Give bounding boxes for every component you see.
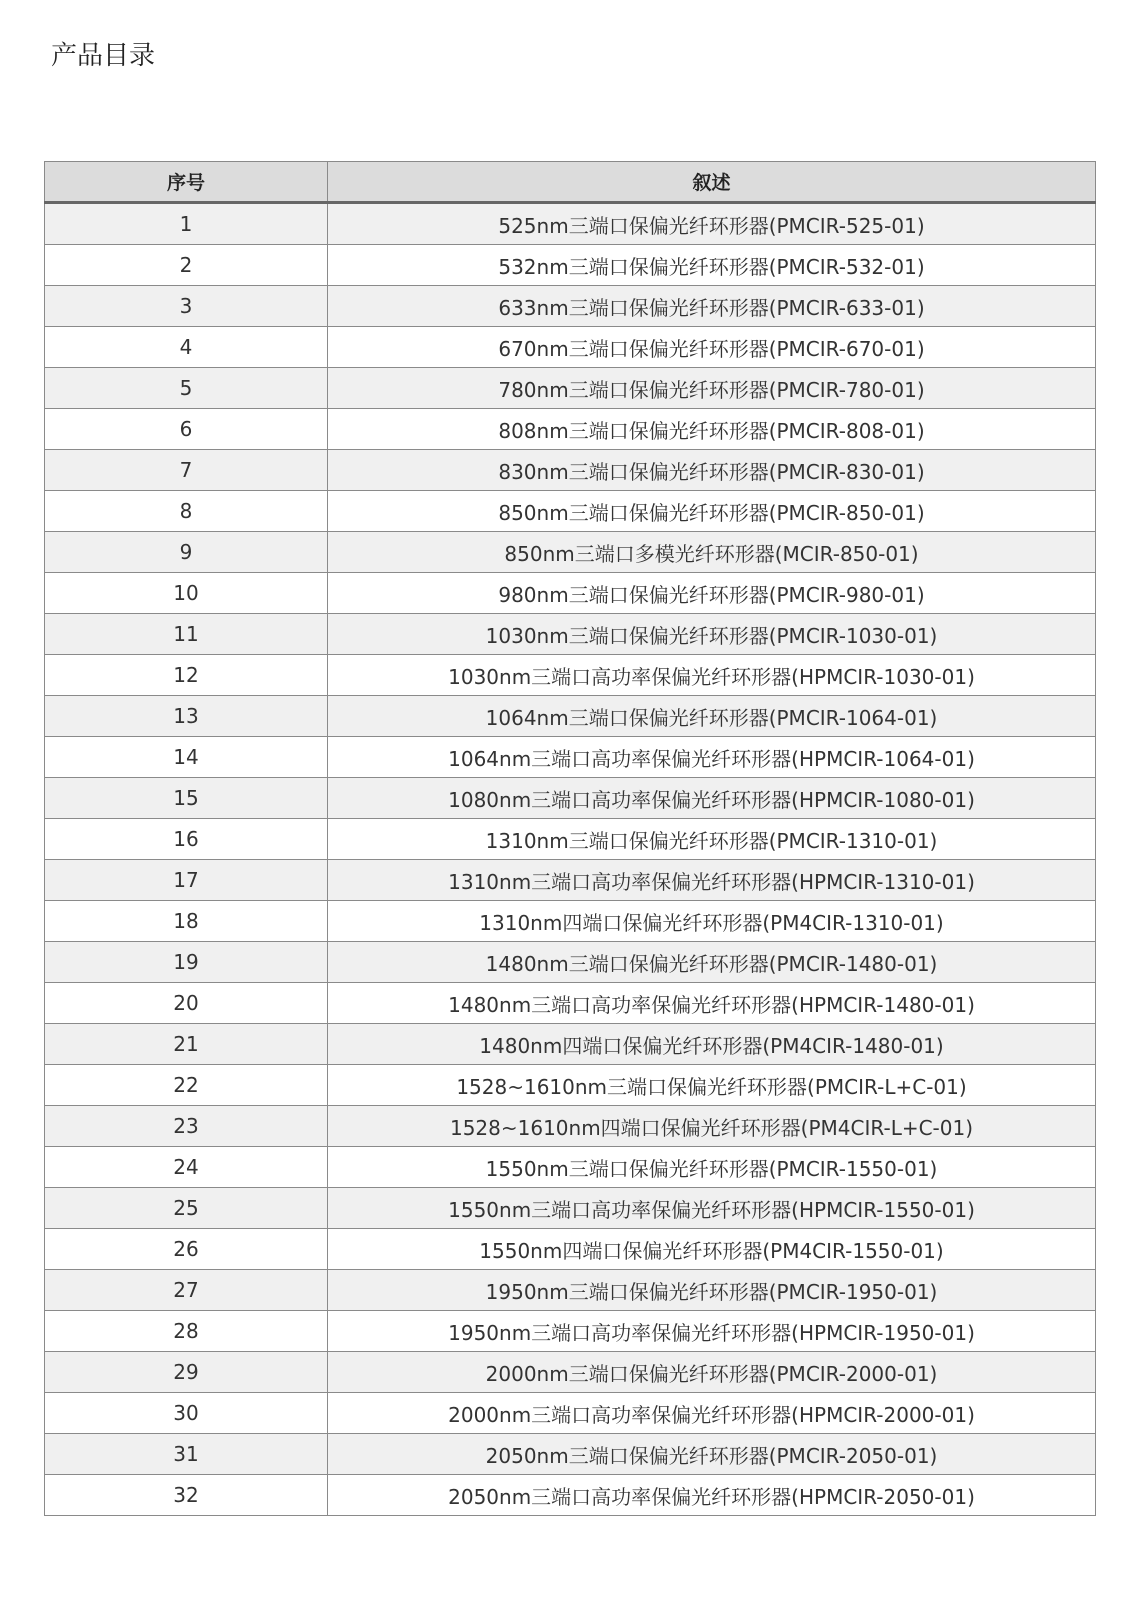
row-description-cell: 1550nm三端口保偏光纤环形器(PMCIR-1550-01) (328, 1147, 1096, 1188)
table-header-row (45, 162, 1096, 203)
row-index-cell: 15 (45, 778, 328, 819)
table-row (45, 327, 1096, 368)
row-description-cell: 1480nm三端口保偏光纤环形器(PMCIR-1480-01) (328, 942, 1096, 983)
table-row (45, 737, 1096, 778)
table-row (45, 655, 1096, 696)
row-index-cell: 17 (45, 860, 328, 901)
row-description-cell: 2050nm三端口保偏光纤环形器(PMCIR-2050-01) (328, 1434, 1096, 1475)
table-row (45, 614, 1096, 655)
table-row (45, 1106, 1096, 1147)
table-row (45, 1393, 1096, 1434)
row-description-cell: 1064nm三端口高功率保偏光纤环形器(HPMCIR-1064-01) (328, 737, 1096, 778)
table-row (45, 1434, 1096, 1475)
row-description-cell: 532nm三端口保偏光纤环形器(PMCIR-532-01) (328, 245, 1096, 286)
row-index-cell: 25 (45, 1188, 328, 1229)
table-row (45, 778, 1096, 819)
row-description-cell: 2050nm三端口高功率保偏光纤环形器(HPMCIR-2050-01) (328, 1475, 1096, 1516)
row-description-cell: 1310nm三端口保偏光纤环形器(PMCIR-1310-01) (328, 819, 1096, 860)
header-index: 序号 (45, 162, 328, 203)
row-index-cell: 22 (45, 1065, 328, 1106)
row-index-cell: 27 (45, 1270, 328, 1311)
row-index-cell: 29 (45, 1352, 328, 1393)
row-description-cell: 1064nm三端口保偏光纤环形器(PMCIR-1064-01) (328, 696, 1096, 737)
row-index-cell: 12 (45, 655, 328, 696)
row-description-cell: 1310nm三端口高功率保偏光纤环形器(HPMCIR-1310-01) (328, 860, 1096, 901)
row-index-cell: 6 (45, 409, 328, 450)
row-index-cell: 14 (45, 737, 328, 778)
table-row (45, 983, 1096, 1024)
row-description-cell: 1030nm三端口保偏光纤环形器(PMCIR-1030-01) (328, 614, 1096, 655)
row-index-cell: 26 (45, 1229, 328, 1270)
table-row (45, 1188, 1096, 1229)
row-description-cell: 1528~1610nm四端口保偏光纤环形器(PM4CIR-L+C-01) (328, 1106, 1096, 1147)
product-catalog-table (44, 161, 1096, 1516)
table-row (45, 819, 1096, 860)
row-index-cell: 7 (45, 450, 328, 491)
table-row (45, 1270, 1096, 1311)
row-description-cell: 1950nm三端口高功率保偏光纤环形器(HPMCIR-1950-01) (328, 1311, 1096, 1352)
row-index-cell: 16 (45, 819, 328, 860)
row-index-cell: 18 (45, 901, 328, 942)
table-row (45, 901, 1096, 942)
table-body (45, 203, 1096, 1516)
row-index-cell: 11 (45, 614, 328, 655)
row-index-cell: 21 (45, 1024, 328, 1065)
table-row (45, 532, 1096, 573)
table-row (45, 1311, 1096, 1352)
row-description-cell: 830nm三端口保偏光纤环形器(PMCIR-830-01) (328, 450, 1096, 491)
table-row (45, 1229, 1096, 1270)
row-description-cell: 780nm三端口保偏光纤环形器(PMCIR-780-01) (328, 368, 1096, 409)
row-index-cell: 5 (45, 368, 328, 409)
row-index-cell: 28 (45, 1311, 328, 1352)
table-row (45, 286, 1096, 327)
row-description-cell: 1550nm三端口高功率保偏光纤环形器(HPMCIR-1550-01) (328, 1188, 1096, 1229)
row-index-cell: 30 (45, 1393, 328, 1434)
row-index-cell: 32 (45, 1475, 328, 1516)
table-row (45, 450, 1096, 491)
table-row (45, 1065, 1096, 1106)
row-description-cell: 2000nm三端口保偏光纤环形器(PMCIR-2000-01) (328, 1352, 1096, 1393)
row-index-cell: 3 (45, 286, 328, 327)
row-index-cell: 23 (45, 1106, 328, 1147)
row-index-cell: 31 (45, 1434, 328, 1475)
row-description-cell: 850nm三端口保偏光纤环形器(PMCIR-850-01) (328, 491, 1096, 532)
row-description-cell: 808nm三端口保偏光纤环形器(PMCIR-808-01) (328, 409, 1096, 450)
table-row (45, 203, 1096, 245)
row-index-cell: 4 (45, 327, 328, 368)
table-row (45, 1024, 1096, 1065)
row-description-cell: 1080nm三端口高功率保偏光纤环形器(HPMCIR-1080-01) (328, 778, 1096, 819)
table-row (45, 409, 1096, 450)
row-index-cell: 20 (45, 983, 328, 1024)
header-description: 叙述 (328, 162, 1096, 203)
row-description-cell: 525nm三端口保偏光纤环形器(PMCIR-525-01) (328, 203, 1096, 245)
row-index-cell: 8 (45, 491, 328, 532)
row-index-cell: 13 (45, 696, 328, 737)
table-row (45, 696, 1096, 737)
table-row (45, 942, 1096, 983)
row-index-cell: 19 (45, 942, 328, 983)
table-row (45, 1147, 1096, 1188)
row-description-cell: 1950nm三端口保偏光纤环形器(PMCIR-1950-01) (328, 1270, 1096, 1311)
table-row (45, 1352, 1096, 1393)
row-index-cell: 10 (45, 573, 328, 614)
table-row (45, 245, 1096, 286)
row-description-cell: 2000nm三端口高功率保偏光纤环形器(HPMCIR-2000-01) (328, 1393, 1096, 1434)
table-row (45, 1475, 1096, 1516)
row-description-cell: 980nm三端口保偏光纤环形器(PMCIR-980-01) (328, 573, 1096, 614)
row-description-cell: 1310nm四端口保偏光纤环形器(PM4CIR-1310-01) (328, 901, 1096, 942)
row-description-cell: 1550nm四端口保偏光纤环形器(PM4CIR-1550-01) (328, 1229, 1096, 1270)
row-description-cell: 850nm三端口多模光纤环形器(MCIR-850-01) (328, 532, 1096, 573)
row-index-cell: 2 (45, 245, 328, 286)
table-row (45, 491, 1096, 532)
row-index-cell: 24 (45, 1147, 328, 1188)
table-row (45, 573, 1096, 614)
row-description-cell: 670nm三端口保偏光纤环形器(PMCIR-670-01) (328, 327, 1096, 368)
table-header (45, 162, 1096, 203)
row-description-cell: 1030nm三端口高功率保偏光纤环形器(HPMCIR-1030-01) (328, 655, 1096, 696)
page-title: 产品目录 (51, 41, 156, 71)
row-index-cell: 1 (45, 203, 328, 245)
table-row (45, 860, 1096, 901)
row-description-cell: 1480nm四端口保偏光纤环形器(PM4CIR-1480-01) (328, 1024, 1096, 1065)
table-row (45, 368, 1096, 409)
row-index-cell: 9 (45, 532, 328, 573)
row-description-cell: 1480nm三端口高功率保偏光纤环形器(HPMCIR-1480-01) (328, 983, 1096, 1024)
row-description-cell: 1528~1610nm三端口保偏光纤环形器(PMCIR-L+C-01) (328, 1065, 1096, 1106)
row-description-cell: 633nm三端口保偏光纤环形器(PMCIR-633-01) (328, 286, 1096, 327)
